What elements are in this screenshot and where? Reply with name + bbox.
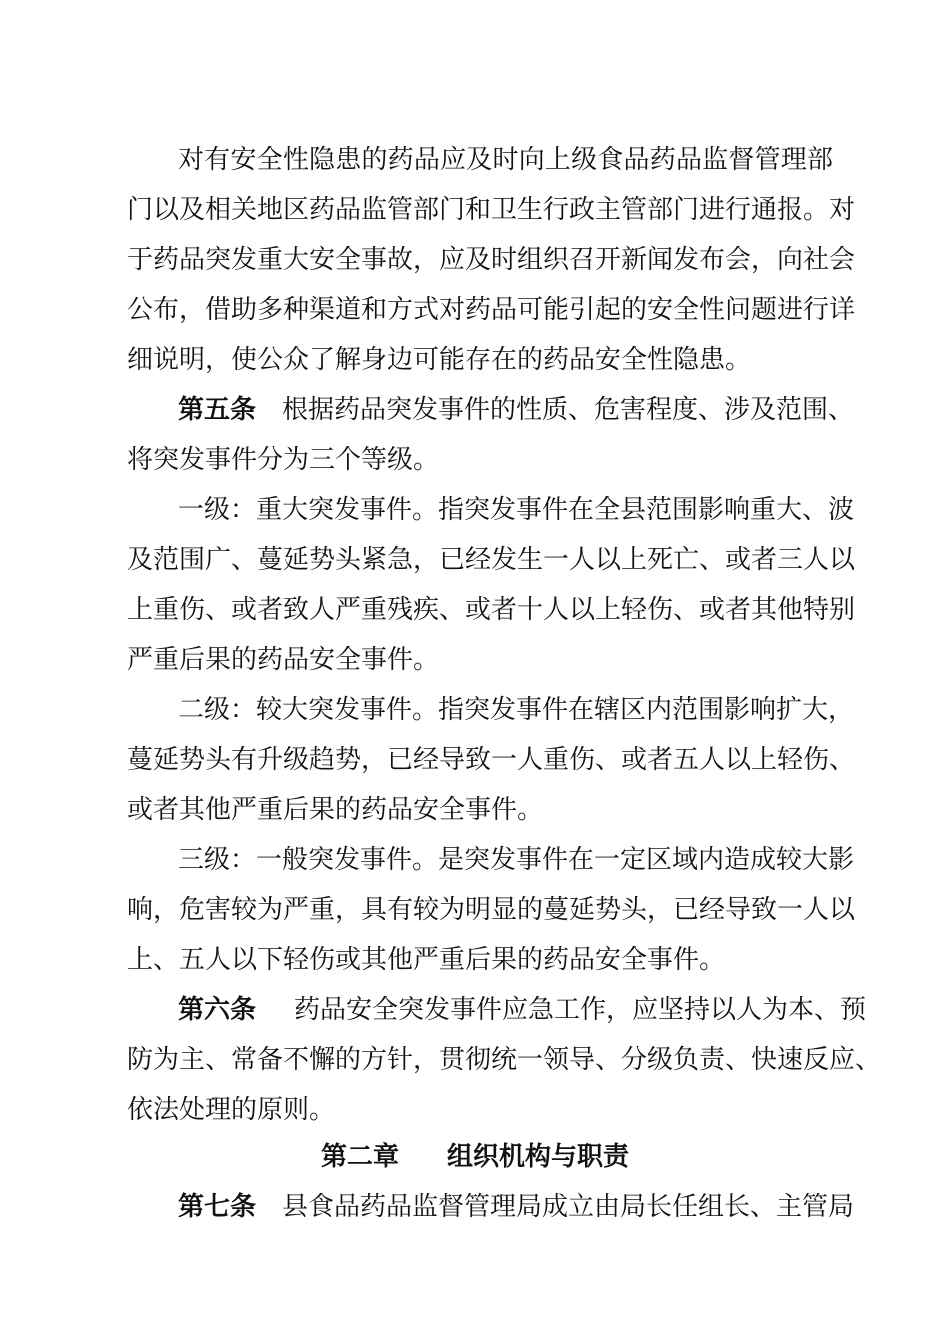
article-text: 药品安全突发事件应急工作，应坚持以人为本、预 bbox=[294, 995, 867, 1025]
paragraph-line: 及范围广、蔓延势头紧急，已经发生一人以上死亡、或者三人以 bbox=[127, 545, 856, 575]
paragraph-line: 防为主、常备不懈的方针，贯彻统一领导、分级负责、快速反应、 bbox=[127, 1045, 882, 1075]
article-6-line bbox=[178, 985, 867, 1035]
paragraph-line: 公布，借助多种渠道和方式对药品可能引起的安全性问题进行详 bbox=[127, 295, 856, 325]
chapter-heading bbox=[0, 1132, 950, 1182]
chapter-number: 第二章 bbox=[320, 1142, 399, 1172]
paragraph-line: 门以及相关地区药品监管部门和卫生行政主管部门进行通报。对 bbox=[127, 195, 856, 225]
paragraph-line: 严重后果的药品安全事件。 bbox=[127, 645, 440, 675]
article-7-line bbox=[178, 1182, 855, 1232]
paragraph-line: 蔓延势头有升级趋势，已经导致一人重伤、或者五人以上轻伤、 bbox=[127, 745, 856, 775]
paragraph-line: 细说明，使公众了解身边可能存在的药品安全性隐患。 bbox=[127, 345, 752, 375]
paragraph-line: 上重伤、或者致人严重残疾、或者十人以上轻伤、或者其他特别 bbox=[127, 595, 856, 625]
article-number: 第六条 bbox=[178, 995, 257, 1025]
paragraph-line: 二级：较大突发事件。指突发事件在辖区内范围影响扩大， bbox=[178, 695, 855, 725]
article-5-line bbox=[178, 385, 855, 435]
paragraph-line: 上、五人以下轻伤或其他严重后果的药品安全事件。 bbox=[127, 945, 726, 975]
article-text: 县食品药品监督管理局成立由局长任组长、主管局 bbox=[282, 1192, 855, 1222]
paragraph-line: 响，危害较为严重，具有较为明显的蔓延势头，已经导致一人以 bbox=[127, 895, 856, 925]
paragraph-line: 将突发事件分为三个等级。 bbox=[127, 445, 440, 475]
article-text: 根据药品突发事件的性质、危害程度、涉及范围、 bbox=[282, 395, 855, 425]
paragraph-line: 三级：一般突发事件。是突发事件在一定区域内造成较大影 bbox=[178, 845, 855, 875]
paragraph-line: 或者其他严重后果的药品安全事件。 bbox=[127, 795, 544, 825]
paragraph-line: 对有安全性隐患的药品应及时向上级食品药品监督管理部 bbox=[178, 145, 833, 175]
article-number: 第五条 bbox=[178, 395, 257, 425]
paragraph-line: 于药品突发重大安全事故，应及时组织召开新闻发布会，向社会 bbox=[127, 245, 856, 275]
paragraph-line: 一级：重大突发事件。指突发事件在全县范围影响重大、波 bbox=[178, 495, 855, 525]
paragraph-line: 依法处理的原则。 bbox=[127, 1095, 336, 1125]
chapter-title: 组织机构与职责 bbox=[447, 1142, 630, 1172]
article-number: 第七条 bbox=[178, 1192, 257, 1222]
